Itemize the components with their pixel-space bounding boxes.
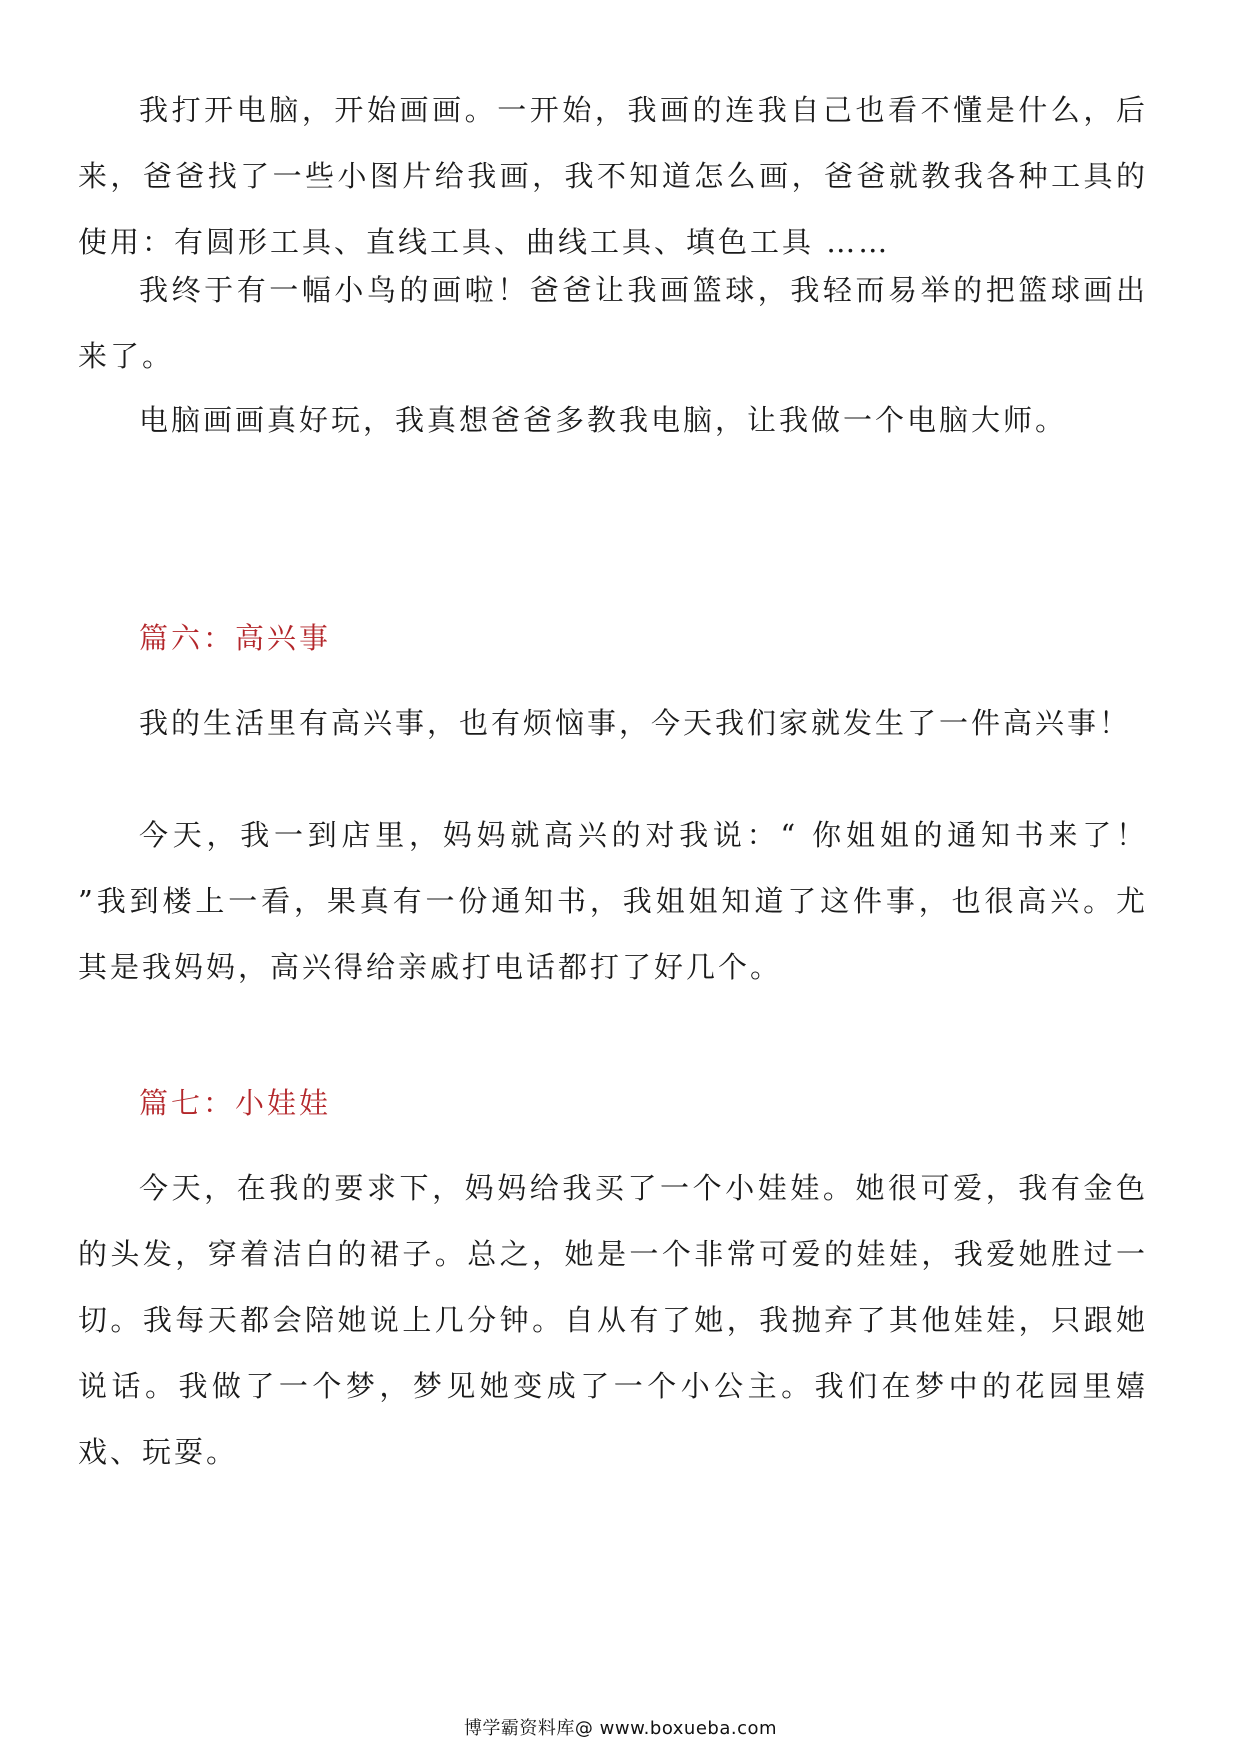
section-1-paragraph-2: 我终于有一幅小鸟的画啦！爸爸让我画篮球，我轻而易举的把篮球画出来了。: [78, 273, 1148, 373]
footer-watermark: 博学霸资料库@ www.boxueba.com: [463, 1718, 778, 1739]
section-6-paragraph-2: 今天，我一到店里，妈妈就高兴的对我说：“ 你姐姐的通知书来了！ ”我到楼上一看，果真有一份通知书，我姐姐知道了这件事，也很高兴。尤其是我妈妈，高兴得给亲戚打电话都打了好几个。: [78, 818, 1148, 984]
section-7-paragraph-1: 今天，在我的要求下，妈妈给我买了一个小娃娃。她很可爱，我有金色的头发，穿着洁白的裙子。总之，她是一个非常可爱的娃娃，我爱她胜过一切。我每天都会陪她说上几分钟。自从有了她，我抛弃了其他娃娃，只跟她说话。我做了一个梦，梦见她变成了一个小公主。我们在梦中的花园里嬉戏、玩耍。: [78, 1171, 1148, 1469]
section-7-title: 篇七：小娃娃: [139, 1086, 332, 1120]
section-1-paragraph-1: 我打开电脑，开始画画。一开始，我画的连我自己也看不懂是什么，后来，爸爸找了一些小图片给我画，我不知道怎么画，爸爸就教我各种工具的使用：有圆形工具、直线工具、曲线工具、填色工具 ……: [78, 93, 1148, 259]
section-1-paragraph-3: 电脑画画真好玩，我真想爸爸多教我电脑，让我做一个电脑大师。: [139, 403, 1068, 437]
section-6-paragraph-1: 我的生活里有高兴事，也有烦恼事，今天我们家就发生了一件高兴事！: [139, 706, 1132, 740]
section-6-title: 篇六：高兴事: [139, 621, 332, 655]
